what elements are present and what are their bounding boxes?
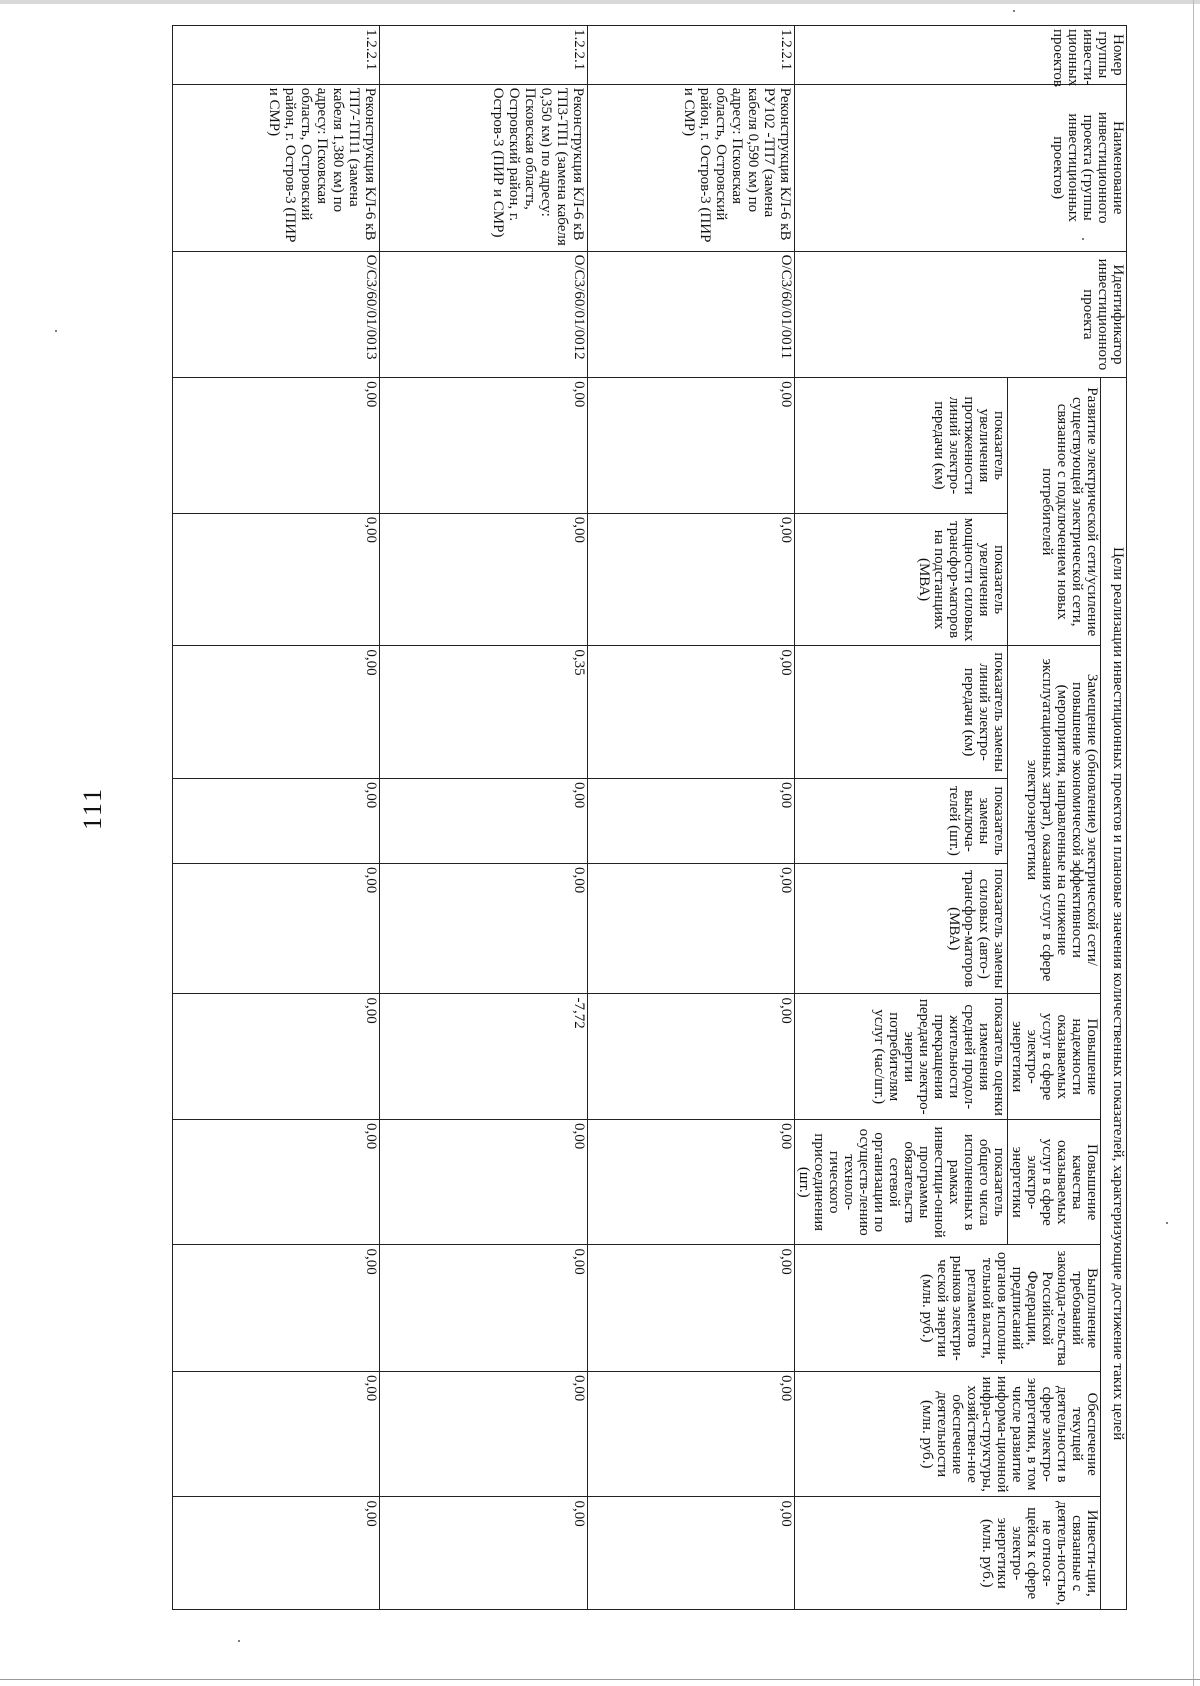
- scan-speck: [1013, 10, 1015, 12]
- header-rep-lines: показатель замены линий электро-передачи (км): [795, 646, 1008, 779]
- cell-rep-transformers: 0,00: [587, 863, 794, 994]
- header-reliability: Повышение надежности оказываемых услуг в сфере электро-энергетики: [1008, 994, 1101, 1119]
- cell-legal: 0,00: [380, 1245, 587, 1372]
- header-replacement: Замещение (обновление) электрической сети/повышение экономической эффективности (мероприятия, направленные на снижение эксплуатационных затрат), оказания услуг в сфере электроэнергетики: [1008, 646, 1101, 994]
- cell-rep-transformers: 0,00: [380, 863, 587, 994]
- cell-project-name: Реконструкция КЛ-6 кВ ТП3-ТП1 (замена кабеля 0,350 км) по адресу: Псковская область, Островский район, г. Остров-3 (ПИР и СМР): [380, 84, 587, 251]
- cell-reliability: 0,00: [587, 994, 794, 1119]
- cell-rep-lines: 0,00: [587, 646, 794, 779]
- header-dev-power: показатель увеличения мощности силовых трансфор-маторов на подстанциях (МВА): [795, 513, 1008, 646]
- cell-dev-power: 0,00: [173, 513, 380, 646]
- header-rep-transformers: показатель замены силовых (авто-) трансфор-маторов (МВА): [795, 863, 1008, 994]
- header-rep-switches: показатель замены выключа-телей (шт.): [795, 778, 1008, 863]
- cell-rep-lines: 0,35: [380, 646, 587, 779]
- scan-edge: [0, 0, 1200, 4]
- header-quality-indicator: показатель общего числа исполненных в рамках инвестици-онной программы обязательств сетевой организации по осуществ-лению техноло-гического присоединения (шт.): [795, 1119, 1008, 1244]
- header-dev-lines: показатель увеличения протяженности линий электро-передачи (км): [795, 378, 1008, 514]
- cell-support: 0,00: [173, 1371, 380, 1496]
- scan-speck: [55, 330, 57, 332]
- cell-other: 0,00: [173, 1497, 380, 1610]
- cell-quality: 0,00: [173, 1119, 380, 1244]
- cell-rep-transformers: 0,00: [173, 863, 380, 994]
- header-group-number: Номер группы инвести-ционных проектов: [795, 26, 1127, 85]
- table-row: [173, 26, 380, 1610]
- cell-quality: 0,00: [380, 1119, 587, 1244]
- page-number: 111: [78, 786, 107, 830]
- header-project-name: Наименование инвестиционного проекта (группы инвестиционных проектов): [795, 84, 1127, 251]
- header-goals-title: Цели реализации инвестиционных проектов и плановые значения количественных показателей, характеризующие достижение таких целей: [1101, 378, 1127, 1610]
- scan-border-line: [1193, 0, 1194, 1686]
- cell-reliability: 0,00: [173, 994, 380, 1119]
- cell-legal: 0,00: [173, 1245, 380, 1372]
- header-other: Инвести-ции, связанные с деятель-ностью, не относя-щейся к сфере электро-энергетики (млн. руб.): [795, 1497, 1101, 1610]
- cell-project-name: Реконструкция КЛ-6 кВ ТП7-ТП11 (замена кабеля 1,380 км) по адресу: Псковская область, Островский район, г. Остров-3 (ПИР и СМР): [173, 84, 380, 251]
- cell-project-id: О/С3/60/01/0012: [380, 251, 587, 378]
- cell-project-id: О/С3/60/01/0011: [587, 251, 794, 378]
- cell-rep-switches: 0,00: [173, 778, 380, 863]
- cell-other: 0,00: [380, 1497, 587, 1610]
- cell-rep-switches: 0,00: [587, 778, 794, 863]
- scan-speck: [1166, 1222, 1168, 1224]
- cell-dev-lines: 0,00: [380, 378, 587, 514]
- cell-dev-power: 0,00: [587, 513, 794, 646]
- cell-other: 0,00: [587, 1497, 794, 1610]
- scan-speck: [238, 1640, 240, 1642]
- cell-legal: 0,00: [587, 1245, 794, 1372]
- cell-rep-lines: 0,00: [173, 646, 380, 779]
- cell-dev-lines: 0,00: [587, 378, 794, 514]
- cell-support: 0,00: [380, 1371, 587, 1496]
- cell-rep-switches: 0,00: [380, 778, 587, 863]
- cell-group: 1.2.2.1: [587, 26, 794, 85]
- cell-dev-power: 0,00: [380, 513, 587, 646]
- header-support: Обеспечение текущей деятельности в сфере электро-энергетики, в том числе развитие информа-ционной инфра-структуры, хозяйствен-ное обеспечение деятельности (млн. руб.): [795, 1371, 1101, 1496]
- cell-group: 1.2.2.1: [380, 26, 587, 85]
- header-reliability-indicator: показатель оценки изменения средней продол-жительности прекращения передачи электро-энергии потребителям услуг (час/шт.): [795, 994, 1008, 1119]
- cell-group: 1.2.2.1: [173, 26, 380, 85]
- table-row: [380, 26, 587, 1610]
- header-quality: Повышение качества оказываемых услуг в сфере электро-энергетики: [1008, 1119, 1101, 1244]
- cell-quality: 0,00: [587, 1119, 794, 1244]
- cell-support: 0,00: [587, 1371, 794, 1496]
- cell-dev-lines: 0,00: [173, 378, 380, 514]
- table-row: [587, 26, 794, 1610]
- cell-project-id: О/С3/60/01/0013: [173, 251, 380, 378]
- header-legal: Выполнение требований законода-тельства Российской Федерации, предписаний органов исполни-тельной власти, регламентов рынков электри-ческой энергии (млн. руб.): [795, 1245, 1101, 1372]
- cell-project-name: Реконструкция КЛ-6 кВ РУ102 -ТП7 (замена кабеля 0,590 км) по адресу: Псковская область, Островский район, г. Остров-3 (ПИР и СМР): [587, 84, 794, 251]
- rotated-table-container: [172, 25, 1127, 1610]
- header-project-id: Идентификатор инвестиционного проекта: [795, 251, 1127, 378]
- cell-reliability: -7,72: [380, 994, 587, 1119]
- scan-border-line: [0, 1679, 1200, 1680]
- header-development: Развитие электрической сети/усиление существующей электрической сети, связанное с подключением новых потребителей: [1008, 378, 1101, 646]
- investment-goals-table: [172, 25, 1127, 1610]
